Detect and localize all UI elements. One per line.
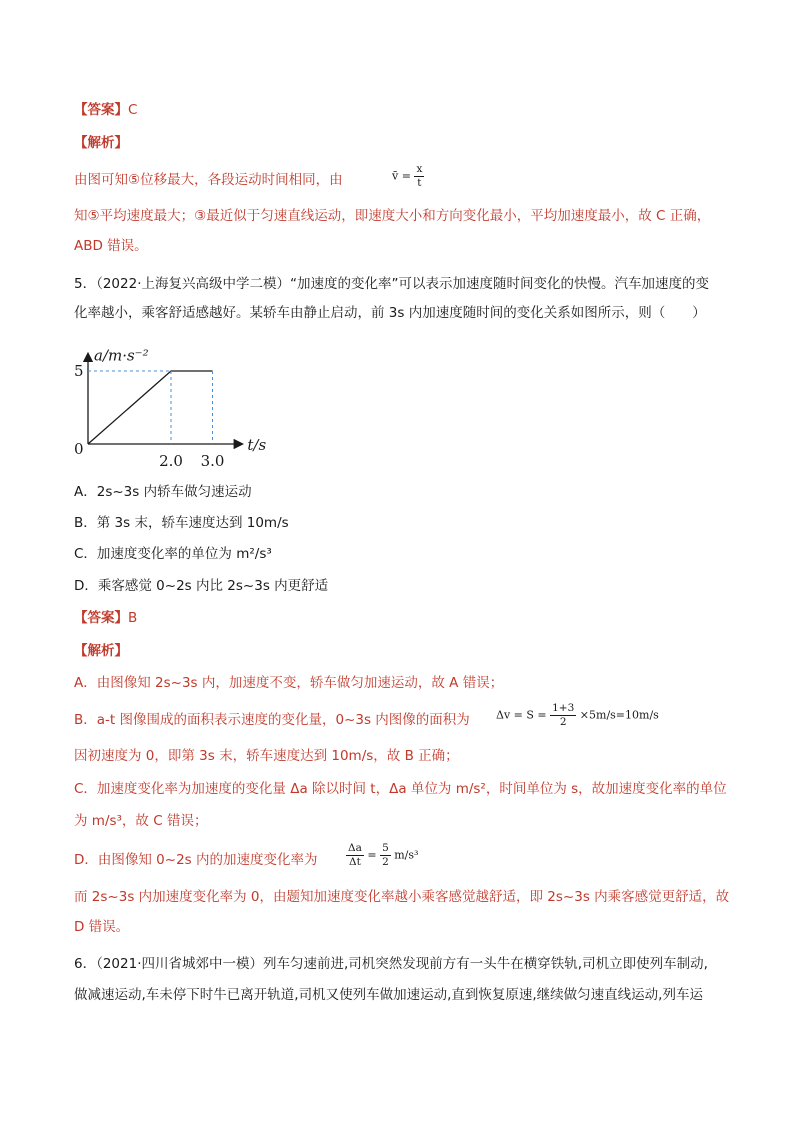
q5-analysis-b2: 因初速度为 0，即第 3s 末，轿车速度达到 10m/s，故 B 正确； (74, 748, 459, 764)
formula-lhs: v̄ = (392, 169, 411, 183)
d-formula-equals: = (367, 848, 377, 862)
q5-analysis-a: A．由图像知 2s~3s 内，加速度不变，轿车做匀加速运动，故 A 错误； (74, 675, 504, 691)
b-formula-rhs: ×5m/s=10m/s (579, 708, 659, 722)
tick-label-y-5: 5 (74, 362, 84, 380)
q5-b-formula (496, 702, 659, 729)
answer-value: C (128, 102, 138, 118)
q4-formula (392, 163, 424, 190)
answer-tag: 【答案】 (74, 610, 128, 626)
y-axis-label: a/m·s⁻² (94, 346, 149, 365)
q6-stem-line1: 6．（2021·四川省城郊中一模）列车匀速前进,司机突然发现前方有一头牛在横穿铁轨,司机立即使列车制动, (74, 956, 708, 972)
b-formula-numerator: 1+3 (552, 702, 575, 714)
d-formula-fraction2 (380, 842, 391, 869)
series-line (88, 371, 213, 444)
q5-option-d: D．乘客感觉 0~2s 内比 2s~3s 内更舒适 (74, 578, 329, 594)
b-formula-fraction (550, 702, 576, 729)
q5-answer-line (74, 608, 137, 628)
q5-analysis-c1: C．加速度变化率为加速度的变化量 Δa 除以时间 t，Δa 单位为 m/s²，时间单位为 s，故加速度变化率的单位 (74, 781, 727, 797)
b-formula-lhs: Δv = S = (496, 708, 547, 722)
d-formula-denominator2: 2 (382, 856, 389, 868)
d-formula-numerator1: Δa (348, 842, 362, 854)
q4-analysis-tag (74, 133, 128, 153)
tick-label-origin: 0 (74, 440, 84, 458)
q4-analysis-p3: ABD 错误。 (74, 238, 148, 254)
tick-label-x-3.0: 3.0 (200, 452, 225, 470)
d-formula-denominator1: Δt (349, 856, 361, 868)
q5-analysis-d2: 而 2s~3s 内加速度变化率为 0，由题知加速度变化率越小乘客感觉越舒适，即 2s~3s 内乘客感觉更舒适，故 (74, 889, 730, 905)
q5-analysis-d1: D．由图像知 0~2s 内的加速度变化率为 (74, 852, 318, 868)
q5-analysis-tag (74, 641, 128, 661)
answer-value: B (128, 610, 138, 626)
q5-stem-line2: 化率越小，乘客舒适感越好。某轿车由静止启动，前 3s 内加速度随时间的变化关系如图所示，则（ ） (74, 305, 706, 321)
formula-fraction (414, 163, 424, 190)
q5-option-a: A．2s~3s 内轿车做匀速运动 (74, 484, 252, 500)
tick-label-x-2.0: 2.0 (159, 452, 183, 470)
answer-tag: 【答案】 (74, 102, 128, 118)
x-axis-label: t/s (247, 436, 267, 454)
q4-analysis-p2: 知⑤平均速度最大；③最近似于匀速直线运动，即速度大小和方向变化最小，平均加速度最小，故 C 正确， (74, 208, 711, 224)
b-formula-denominator: 2 (559, 716, 567, 728)
d-formula-numerator2: 5 (382, 842, 389, 854)
q5-analysis-c2: 为 m/s³，故 C 错误； (74, 813, 208, 829)
acceleration-time-chart (70, 332, 280, 472)
formula-denominator: t (417, 177, 422, 189)
q4-analysis-p1: 由图可知⑤位移最大，各段运动时间相同，由 (74, 172, 343, 188)
q5-analysis-b1: B．a-t 图像围成的面积表示速度的变化量，0~3s 内图像的面积为 (74, 712, 470, 728)
d-formula-fraction1 (346, 842, 364, 869)
q5-option-b: B．第 3s 末，轿车速度达到 10m/s (74, 515, 289, 531)
d-formula-unit: m/s³ (394, 848, 419, 862)
q5-analysis-d3: D 错误。 (74, 919, 130, 935)
analysis-tag: 【解析】 (74, 135, 128, 151)
formula-numerator: x (416, 163, 423, 175)
q5-d-formula (346, 842, 418, 869)
q6-stem-line2: 做减速运动,车未停下时牛已离开轨道,司机又使列车做加速运动,直到恢复原速,继续做匀速直线运动,列车运 (74, 987, 703, 1003)
q5-stem-line1: 5．（2022·上海复兴高级中学二模）“加速度的变化率”可以表示加速度随时间变化的快慢。汽车加速度的变 (74, 276, 709, 292)
q4-answer-line (74, 100, 137, 120)
analysis-tag: 【解析】 (74, 643, 128, 659)
q5-option-c: C．加速度变化率的单位为 m²/s³ (74, 546, 272, 562)
